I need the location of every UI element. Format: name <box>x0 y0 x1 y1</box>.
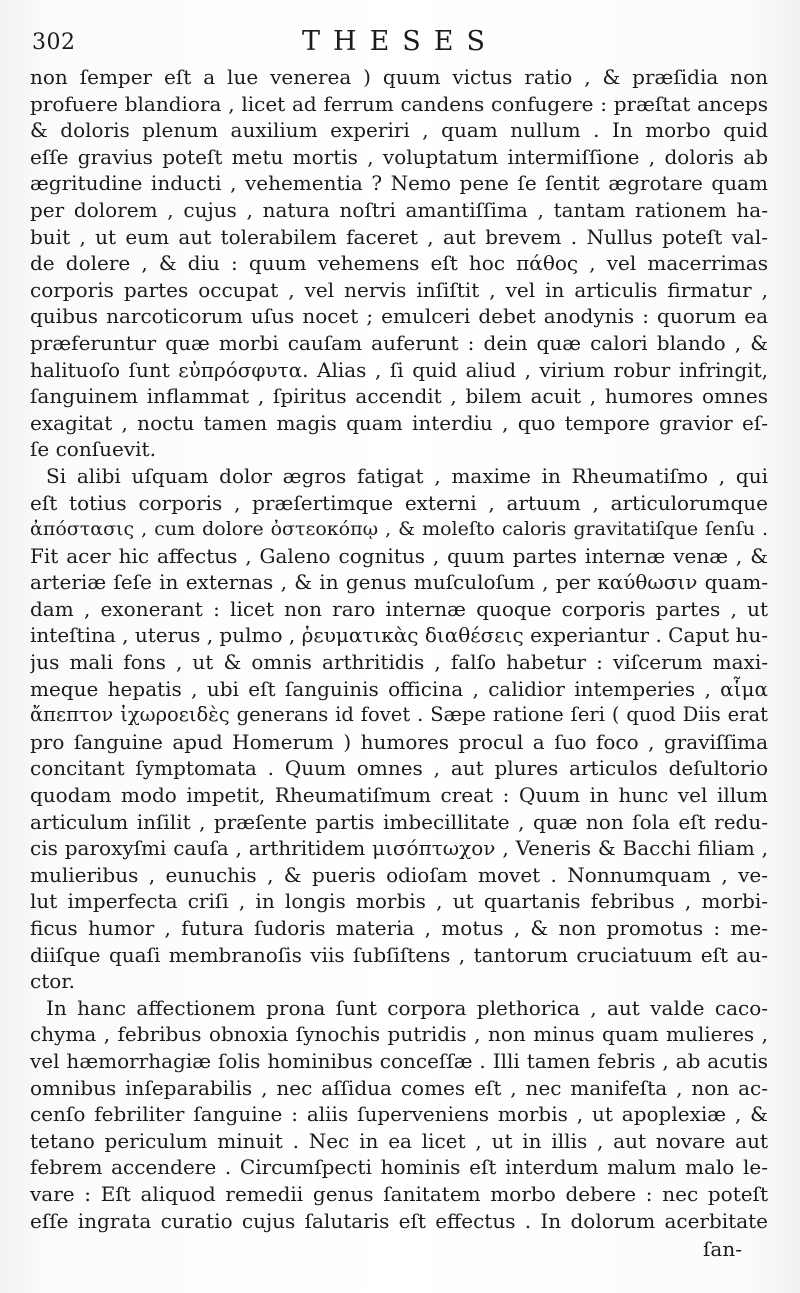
text-line: ἄπεπτον ἰχωροειδὲς generans id fovet . Sæpe ratione ſeri ( quod Diis erat <box>30 703 768 727</box>
text-line: ſe conſuevit. <box>30 437 156 462</box>
text-line: chyma , febribus obnoxia ſynochis putridis , non minus quam mulieres , <box>30 1022 768 1047</box>
text-line: ἀπόστασις , cum dolore ὀστεοκόπῳ , & moleſto caloris gravitatiſque ſenſu . <box>30 518 768 541</box>
text-line: quodam modo impetit, Rheumatiſmum creat : Quum in hunc vel illum <box>30 783 768 808</box>
text-line: lut imperfecta criſi , in longis morbis , ut quartanis febribus , morbi- <box>30 889 768 914</box>
paragraph <box>30 995 768 1234</box>
text-line: exagitat , noctu tamen magis quam interdiu , quo tempore gravior eſ- <box>30 410 768 435</box>
text-line: per dolorem , cujus , natura noſtri amantiſſima , tantam rationem ha- <box>30 197 768 222</box>
paragraph <box>30 463 768 995</box>
text-line: Fit acer hic affectus , Galeno cognitus , quum partes internæ venæ , & <box>30 543 768 568</box>
catchword: ſan- <box>703 1237 742 1261</box>
text-line: non ſemper eſt a lue venerea ) quum victus ratio , & præſidia non <box>30 65 768 89</box>
text-line: vel hæmorrhagiæ ſolis hominibus conceſſæ . Illi tamen febris , ab acutis <box>30 1048 768 1073</box>
text-line: In hanc affectionem prona ſunt corpora plethorica , aut valde caco- <box>46 995 768 1020</box>
text-line: halituoſo ſunt εὐπρόσφυτα. Alias , ſi quid aliud , virium robur infringit, <box>30 357 768 382</box>
text-line: Si alibi uſquam dolor ægros fatigat , maxime in Rheumatiſmo , qui <box>46 463 768 488</box>
running-head: THESES <box>302 26 498 57</box>
text-body <box>30 64 768 1234</box>
text-line: dam , exonerant : licet non raro internæ quoque corporis partes , ut <box>30 596 768 621</box>
text-line: omnibus inſeparabilis , nec aſſidua comes eſt , nec manifeſta , non ac- <box>30 1075 768 1100</box>
text-line: articulum inſilit , præſente partis imbecillitate , quæ non ſola eſt redu- <box>30 809 768 834</box>
text-line: jus mali fons , ut & omnis arthritidis , falſo habetur : viſcerum maxi- <box>30 650 768 675</box>
text-line: arteriæ ſeſe in externas , & in genus muſculoſum , per καύθωσιν quam- <box>30 570 768 595</box>
text-line: cis paroxyſmi cauſa , arthritidem μισόπτωχον , Veneris & Bacchi filiam , <box>30 836 768 861</box>
text-line: concitant ſymptomata . Quum omnes , aut plures articulos deſultorio <box>30 756 768 781</box>
text-line: inteſtina , uterus , pulmo , ῥευματικὰς διαθέσεις experiantur . Caput hu- <box>30 623 768 648</box>
text-line: de dolere , & diu : quum vehemens eſt hoc πάθος , vel macerrimas <box>30 251 768 276</box>
text-line: febrem accendere . Circumſpecti hominis eſt interdum malum malo le- <box>30 1155 768 1180</box>
text-line: mulieribus , eunuchis , & pueris odioſam movet . Nonnumquam , ve- <box>30 862 768 887</box>
text-line: pro ſanguine apud Homerum ) humores procul a ſuo foco , graviſſima <box>30 729 768 754</box>
page-header <box>30 26 770 60</box>
text-line: tetano periculum minuit . Nec in ea licet , ut in illis , aut novare aut <box>30 1128 768 1153</box>
text-line: vare : Eſt aliquod remedii genus ſanitatem morbo debere : nec poteſt <box>30 1181 768 1206</box>
text-line: eſſe ingrata curatio cujus ſalutaris eſt effectus . In dolorum acerbitate <box>30 1208 768 1233</box>
page-number: 302 <box>32 30 76 55</box>
text-line: quibus narcoticorum uſus nocet ; emulceri debet anodynis : quorum ea <box>30 304 768 329</box>
text-line: eſt totius corporis , præſertimque externi , artuum , articulorumque <box>30 490 768 515</box>
text-line: meque hepatis , ubi eſt ſanguinis officina , calidior intemperies , αἷμα <box>30 676 768 701</box>
text-line: buit , ut eum aut tolerabilem faceret , aut brevem . Nullus poteſt val- <box>30 224 768 249</box>
text-line: ſanguinem inflammat , ſpiritus accendit , bilem acuit , humores omnes <box>30 384 768 409</box>
text-line: cenſo febriliter ſanguine : aliis ſuperveniens morbis , ut apoplexiæ , & <box>30 1102 768 1127</box>
paragraph <box>30 64 768 463</box>
text-line: ficus humor , futura ſudoris materia , motus , & non promotus : me- <box>30 916 768 940</box>
text-line: corporis partes occupat , vel nervis inſiſtit , vel in articulis firmatur , <box>30 277 768 302</box>
text-line: ægritudine inducti , vehementia ? Nemo pene ſe ſentit ægrotare quam <box>30 171 768 196</box>
text-line: præferuntur quæ morbi cauſam auferunt : dein quæ calori blando , & <box>30 330 768 355</box>
text-line: & doloris plenum auxilium experiri , quam nullum . In morbo quid <box>30 118 768 143</box>
text-line: profuere blandiora , licet ad ferrum candens confugere : præſtat anceps <box>30 91 768 116</box>
text-line: ctor. <box>30 969 75 994</box>
text-line: eſſe gravius poteſt metu mortis , voluptatum intermiſſione , doloris ab <box>30 144 768 169</box>
text-line: diiſque quaſi membranoſis viis ſubſiſtens , tantorum cruciatuum eſt au- <box>30 942 768 967</box>
